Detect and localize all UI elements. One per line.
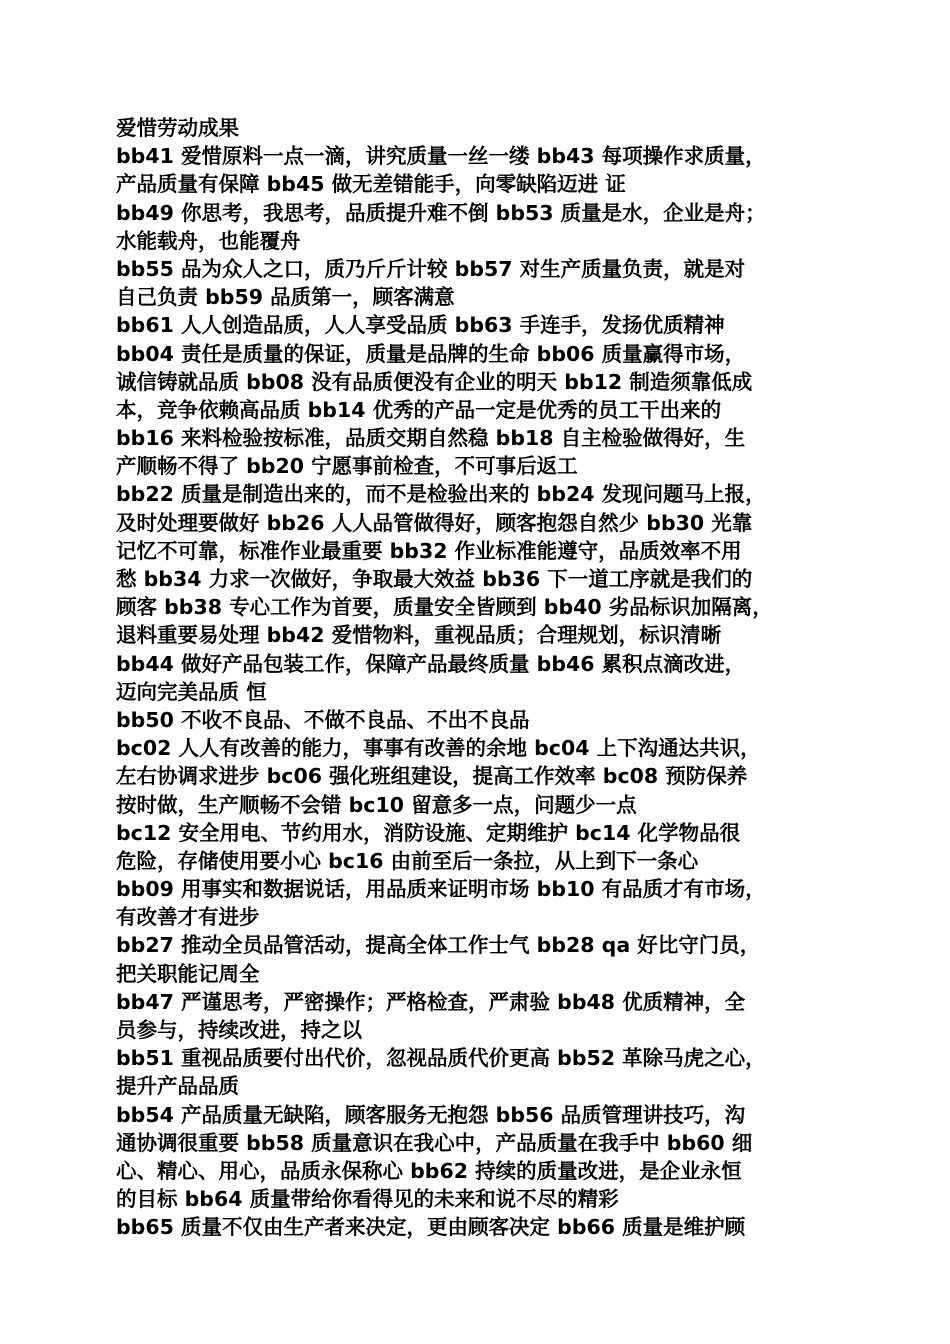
text-line: bb22 质量是制造出来的，而不是检验出来的 bb24 发现问题马上报， bbox=[116, 482, 766, 507]
text-line: bb49 你思考，我思考，品质提升难不倒 bb53 质量是水，企业是舟； bbox=[116, 200, 766, 225]
text-line: bb09 用事实和数据说话，用品质来证明市场 bb10 有品质才有市场， bbox=[116, 877, 766, 902]
text-line: 把关职能记周全 bbox=[116, 961, 260, 986]
text-line: bb27 推动全员品管活动，提高全体工作士气 bb28 qa 好比守门员， bbox=[116, 933, 761, 958]
text-line: 水能载舟，也能覆舟 bbox=[116, 228, 301, 253]
text-line: 愁 bb34 力求一次做好，争取最大效益 bb36 下一道工序就是我们的 bbox=[116, 567, 753, 591]
text-line: 左右协调求进步 bc06 强化班组建设，提高工作效率 bc08 预防保养 bbox=[116, 764, 748, 789]
text-line: 产顺畅不得了 bb20 宁愿事前检查，不可事后返工 bbox=[116, 454, 578, 479]
text-line: 顾客 bb38 专心工作为首要，质量安全皆顾到 bb40 劣品标识加隔离， bbox=[116, 595, 773, 620]
text-line: bc12 安全用电、节约用水，消防设施、定期维护 bc14 化学物品很 bbox=[116, 820, 741, 845]
text-line: bc02 人人有改善的能力，事事有改善的余地 bc04 上下沟通达共识， bbox=[116, 736, 761, 761]
text-line: bb65 质量不仅由生产者来决定，更由顾客决定 bb66 质量是维护顾 bbox=[116, 1215, 746, 1240]
text-line: 通协调很重要 bb58 质量意识在我心中，产品质量在我手中 bb60 细 bbox=[116, 1130, 753, 1155]
text-line: 诚信铸就品质 bb08 没有品质便没有企业的明天 bb12 制造须靠低成 bbox=[116, 369, 753, 394]
text-line: 员参与，持续改进，持之以 bbox=[116, 1018, 362, 1042]
text-line: bb44 做好产品包装工作，保障产品最终质量 bb46 累积点滴改进， bbox=[116, 651, 746, 676]
text-line: 迈向完美品质 恒 bbox=[116, 679, 267, 704]
text-line: 爱惜劳动成果 bbox=[116, 116, 239, 140]
text-line: bb41 爱惜原料一点一滴，讲究质量一丝一缕 bb43 每项操作求质量， bbox=[116, 144, 766, 169]
text-line: 提升产品品质 bbox=[116, 1074, 239, 1099]
text-line: 本，竞争依赖高品质 bb14 优秀的产品一定是优秀的员工干出来的 bbox=[116, 397, 722, 422]
text-line: 产品质量有保障 bb45 做无差错能手，向零缺陷迈进 证 bbox=[116, 172, 626, 197]
text-line: bb50 不收不良品、不做不良品、不出不良品 bbox=[116, 707, 530, 732]
text-line: bb51 重视品质要付出代价，忽视品质代价更高 bb52 革除马虎之心， bbox=[116, 1046, 766, 1071]
text-line: bb04 责任是质量的保证，质量是品牌的生命 bb06 质量赢得市场， bbox=[116, 341, 746, 366]
text-line: bb47 严谨思考，严密操作；严格检查，严肃验 bb48 优质精神，全 bbox=[116, 989, 746, 1014]
text-line: bb55 品为众人之口，质乃斤斤计较 bb57 对生产质量负责，就是对 bbox=[116, 256, 746, 281]
text-line: 退料重要易处理 bb42 爱惜物料，重视品质；合理规划，标识清晰 bbox=[116, 623, 722, 648]
text-line: 危险，存储使用要小心 bc16 由前至后一条拉，从上到下一条心 bbox=[116, 848, 699, 873]
text-line: 自己负责 bb59 品质第一，顾客满意 bbox=[116, 285, 455, 310]
text-line: bb16 来料检验按标准，品质交期自然稳 bb18 自主检验做得好，生 bbox=[116, 426, 746, 451]
text-line: 记忆不可靠，标准作业最重要 bb32 作业标准能遵守，品质效率不用 bbox=[116, 538, 742, 563]
document-body bbox=[116, 114, 836, 1242]
text-line: 心、精心、用心，品质永保称心 bb62 持续的质量改进，是企业永恒 bbox=[116, 1158, 742, 1183]
text-line: bb54 产品质量无缺陷，顾客服务无抱怨 bb56 品质管理讲技巧，沟 bbox=[116, 1102, 746, 1127]
text-line: 的目标 bb64 质量带给你看得见的未来和说不尽的精彩 bbox=[116, 1187, 619, 1212]
text-line: bb61 人人创造品质，人人享受品质 bb63 手连手，发扬优质精神 bbox=[116, 313, 725, 338]
text-line: 及时处理要做好 bb26 人人品管做得好，顾客抱怨自然少 bb30 光靠 bbox=[116, 510, 753, 535]
text-line: 按时做，生产顺畅不会错 bc10 留意多一点，问题少一点 bbox=[116, 792, 637, 817]
text-line: 有改善才有进步 bbox=[116, 905, 260, 930]
